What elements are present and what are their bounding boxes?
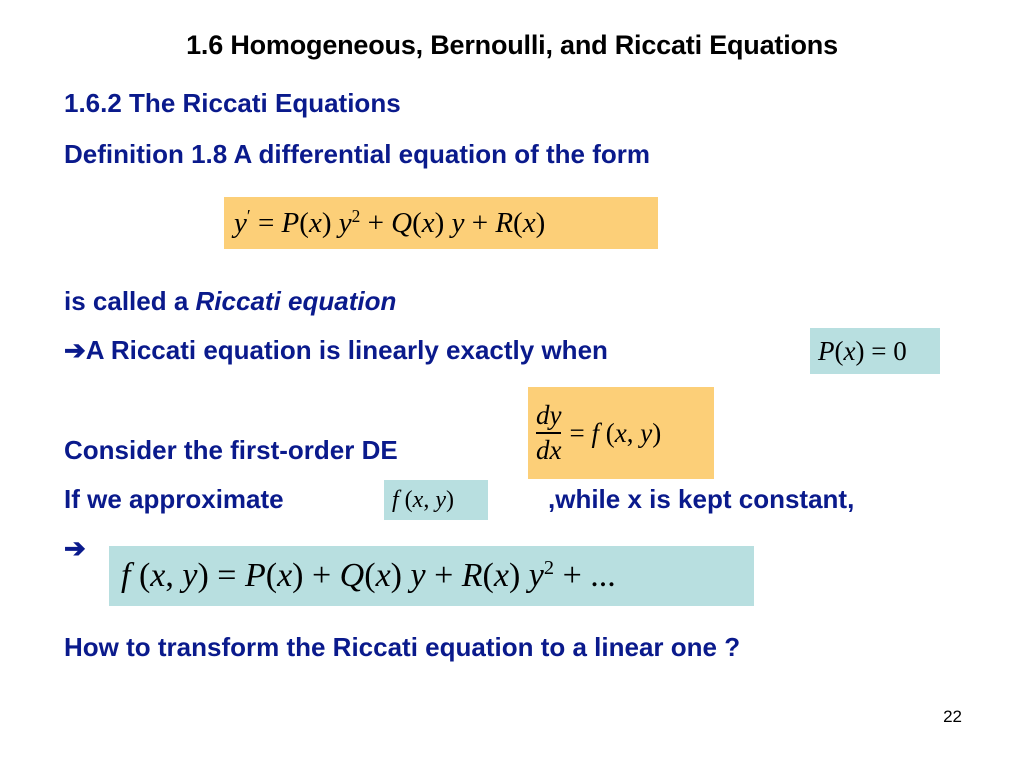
expansion-arrow-line (64, 533, 86, 564)
subsection-heading: 1.6.2 The Riccati Equations (64, 88, 401, 118)
linear-text: A Riccati equation is linearly exactly when (85, 335, 608, 365)
called-prefix: is called a (64, 286, 196, 316)
p-zero-condition: P ( x ) = 0 (810, 328, 940, 374)
page-number: 22 (943, 707, 962, 726)
riccati-equation: y ′ = P ( x ) y $^2$ + Q ( x ) y + R ( x ) (224, 197, 658, 249)
slide-title: 1.6 Homogeneous, Bernoulli, and Riccati Equations (186, 30, 838, 60)
first-order-de: $\frac{dy}{dx}$ = f ( x , y ) (528, 387, 714, 479)
derivative-fraction: $\frac{dy}{dx}$ (536, 399, 562, 465)
question-text: How to transform the Riccati equation to a linear one ? (64, 632, 741, 662)
approx-text: If we approximate (64, 484, 284, 514)
f-expansion: f ( x , y ) = P ( x ) + Q ( x ) y + R ( x ) y $^2$ + ... (109, 546, 754, 606)
f-xy-term: f ( x , y ) (384, 480, 488, 520)
consider-text: Consider the first-order DE (64, 435, 398, 465)
arrow-right-icon: ➔ (64, 335, 86, 365)
arrow-right-icon: ➔ (64, 533, 86, 563)
definition-text: Definition 1.8 A differential equation of the form (64, 139, 650, 169)
called-text (64, 286, 396, 317)
riccati-term: Riccati equation (195, 286, 397, 316)
while-text: ,while x is kept constant, (548, 484, 855, 514)
linear-line (64, 335, 608, 366)
